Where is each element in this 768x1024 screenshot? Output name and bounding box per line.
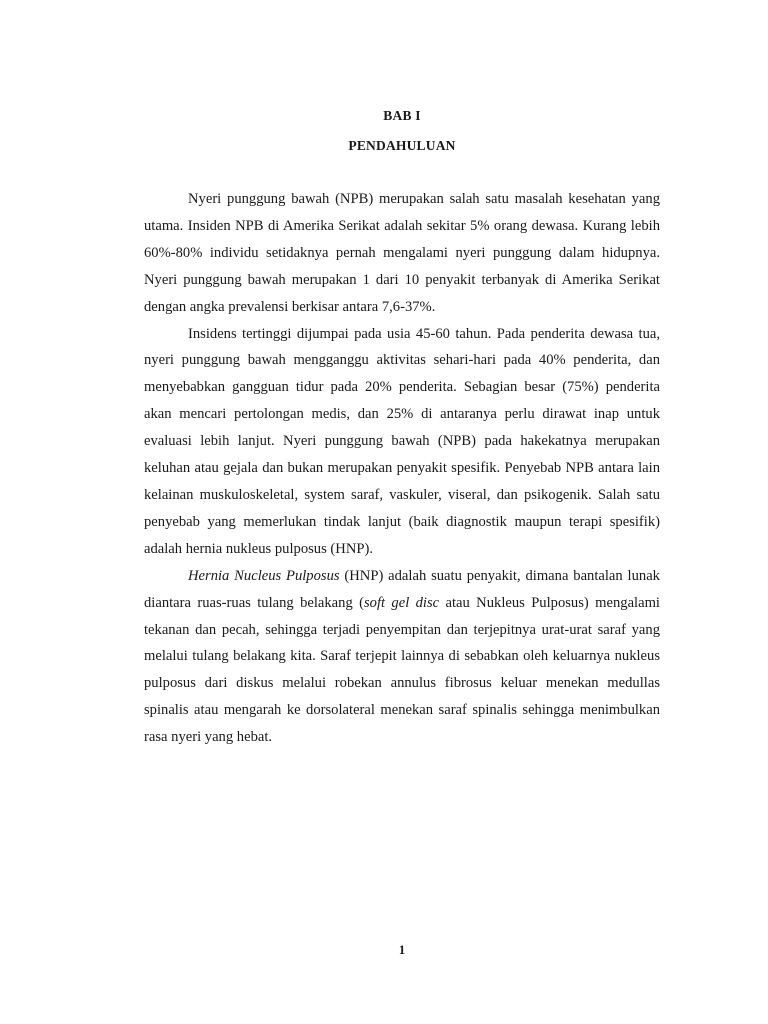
- paragraph-3: [144, 563, 660, 751]
- chapter-heading: BAB I: [383, 108, 421, 123]
- paragraph-1-text: Nyeri punggung bawah (NPB) merupakan salah satu masalah kesehatan yang utama. Insiden NPB di Amerika Serikat adalah sekitar 5% orang dewasa. Kurang lebih 60%-80% individu setidaknya pernah mengalami nyeri punggung dalam hidupnya. Nyeri punggung bawah merupakan 1 dari 10 penyakit terbanyak di Amerika Serikat dengan angka prevalensi berkisar antara 7,6-37%.: [144, 191, 660, 315]
- paragraph-2: [144, 321, 660, 563]
- term-hernia-nucleus-pulposus: Hernia Nucleus Pulposus: [188, 567, 340, 584]
- term-soft-gel-disc: soft gel disc: [363, 594, 440, 611]
- chapter-title: PENDAHULUAN: [348, 138, 456, 153]
- paragraph-2-text: Insidens tertinggi dijumpai pada usia 45-60 tahun. Pada penderita dewasa tua, nyeri punggung bawah mengganggu aktivitas sehari-hari pada 40% penderita, dan menyebabkan gangguan tidur pada 20% penderita. Sebagian besar (75%) penderita akan mencari pertolongan medis, dan 25% di antaranya perlu dirawat inap untuk evaluasi lebih lanjut. Nyeri punggung bawah (NPB) pada hakekatnya merupakan keluhan atau gejala dan bukan merupakan penyakit spesifik. Penyebab NPB antara lain kelainan muskuloskeletal, system saraf, vaskuler, viseral, dan psikogenik. Salah satu penyebab yang memerlukan tindak lanjut (baik diagnostik maupun terapi spesifik) adalah hernia nukleus pulposus (HNP).: [144, 325, 660, 557]
- paragraph-1: [144, 186, 660, 321]
- page-number: 1: [398, 943, 406, 957]
- body-text: [144, 186, 660, 751]
- paragraph-3-text-a: (HNP) adalah suatu penyakit, dimana bantalan lunak diantara ruas-ruas tulang belakang (: [144, 567, 660, 611]
- paragraph-3-text-b: atau Nukleus Pulposus) mengalami tekanan dan pecah, sehingga terjadi penyempitan dan terjepitnya urat-urat saraf yang melalui tulang belakang kita. Saraf terjepit lainnya di sebabkan oleh keluarnya nukleus pulposus dari diskus melalui robekan annulus fibrosus keluar menekan medullas spinalis atau mengarah ke dorsolateral menekan saraf spinalis sehingga menimbulkan rasa nyeri yang hebat.: [144, 594, 660, 746]
